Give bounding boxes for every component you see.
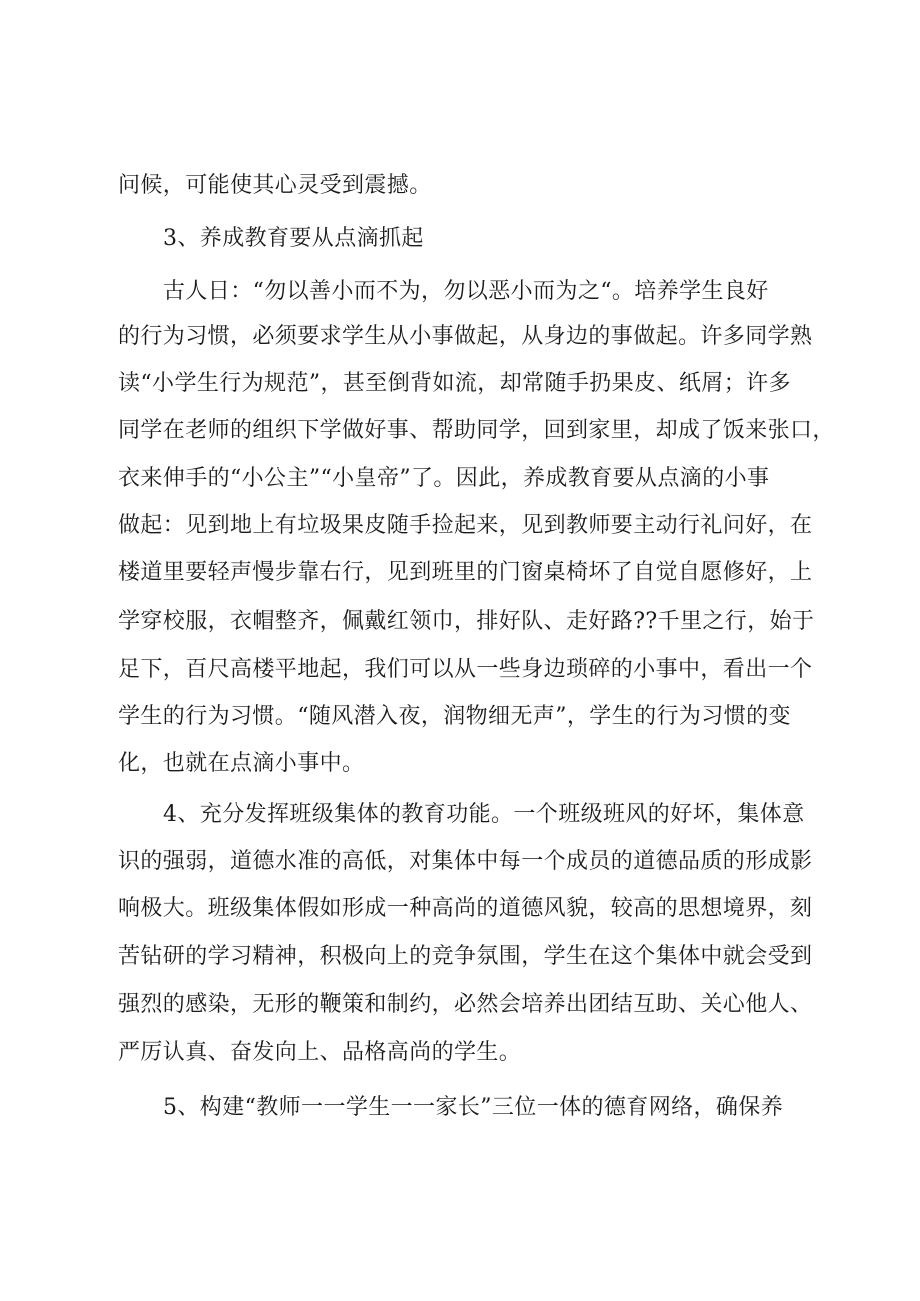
text-line: 化，也就在点滴小事中。 <box>118 751 365 776</box>
text-line: 足下，百尺高楼平地起，我们可以从一些身边琐碎的小事中，看出一个 <box>118 657 813 682</box>
text-line: 衣来伸手的“小公主”“小皇帝”了。因此，养成教育要从点滴的小事 <box>118 466 770 491</box>
text-line: 学生的行为习惯。“随风潜入夜，润物细无声”，学生的行为习惯的变 <box>118 704 791 729</box>
text-line: 问候，可能使其心灵受到震撼。 <box>118 173 432 198</box>
text-line: 响极大。班级集体假如形成一种高尚的道德风貌，较高的思想境界，刻 <box>118 896 813 921</box>
text-line: 强烈的感染，无形的鞭策和制约，必然会培养出团结互助、关心他人、 <box>118 992 813 1017</box>
text-line: 的行为习惯，必须要求学生从小事做起，从身边的事做起。许多同学熟 <box>118 324 813 349</box>
text-line: 古人日：“勿以善小而不为，勿以恶小而为之“。培养学生良好 <box>163 279 769 304</box>
text-line: 做起：见到地上有垃圾果皮随手捡起来，见到教师要主动行礼问好，在 <box>118 513 813 538</box>
text-line: 苦钻研的学习精神，积极向上的竞争氛围，学生在这个集体中就会受到 <box>118 944 813 969</box>
text-line: 严厉认真、奋发向上、品格高尚的学生。 <box>118 1040 522 1065</box>
section-heading-5: 5、构建“教师一一学生一一家长”三位一体的德育网络，确保养 <box>163 1095 784 1120</box>
text-line: 识的强弱，道德水准的高低，对集体中每一个成员的道德品质的形成影 <box>118 849 813 874</box>
text-line: 楼道里要轻声慢步靠右行，见到班里的门窗桌椅坏了自觉自愿修好，上 <box>118 560 813 585</box>
section-heading-4: 4、充分发挥班级集体的教育功能。一个班级班风的好坏，集体意 <box>163 802 805 827</box>
text-line: 读“小学生行为规范”，甚至倒背如流，却常随手扔果皮、纸屑；许多 <box>118 371 791 396</box>
section-heading-3: 3、养成教育要从点滴抓起 <box>163 226 424 251</box>
text-line: 同学在老师的组织下学做好事、帮助同学，回到家里，却成了饭来张口， <box>118 418 835 443</box>
text-line: 学穿校服，衣帽整齐，佩戴红领巾，排好队、走好路??千里之行，始于 <box>118 609 815 634</box>
